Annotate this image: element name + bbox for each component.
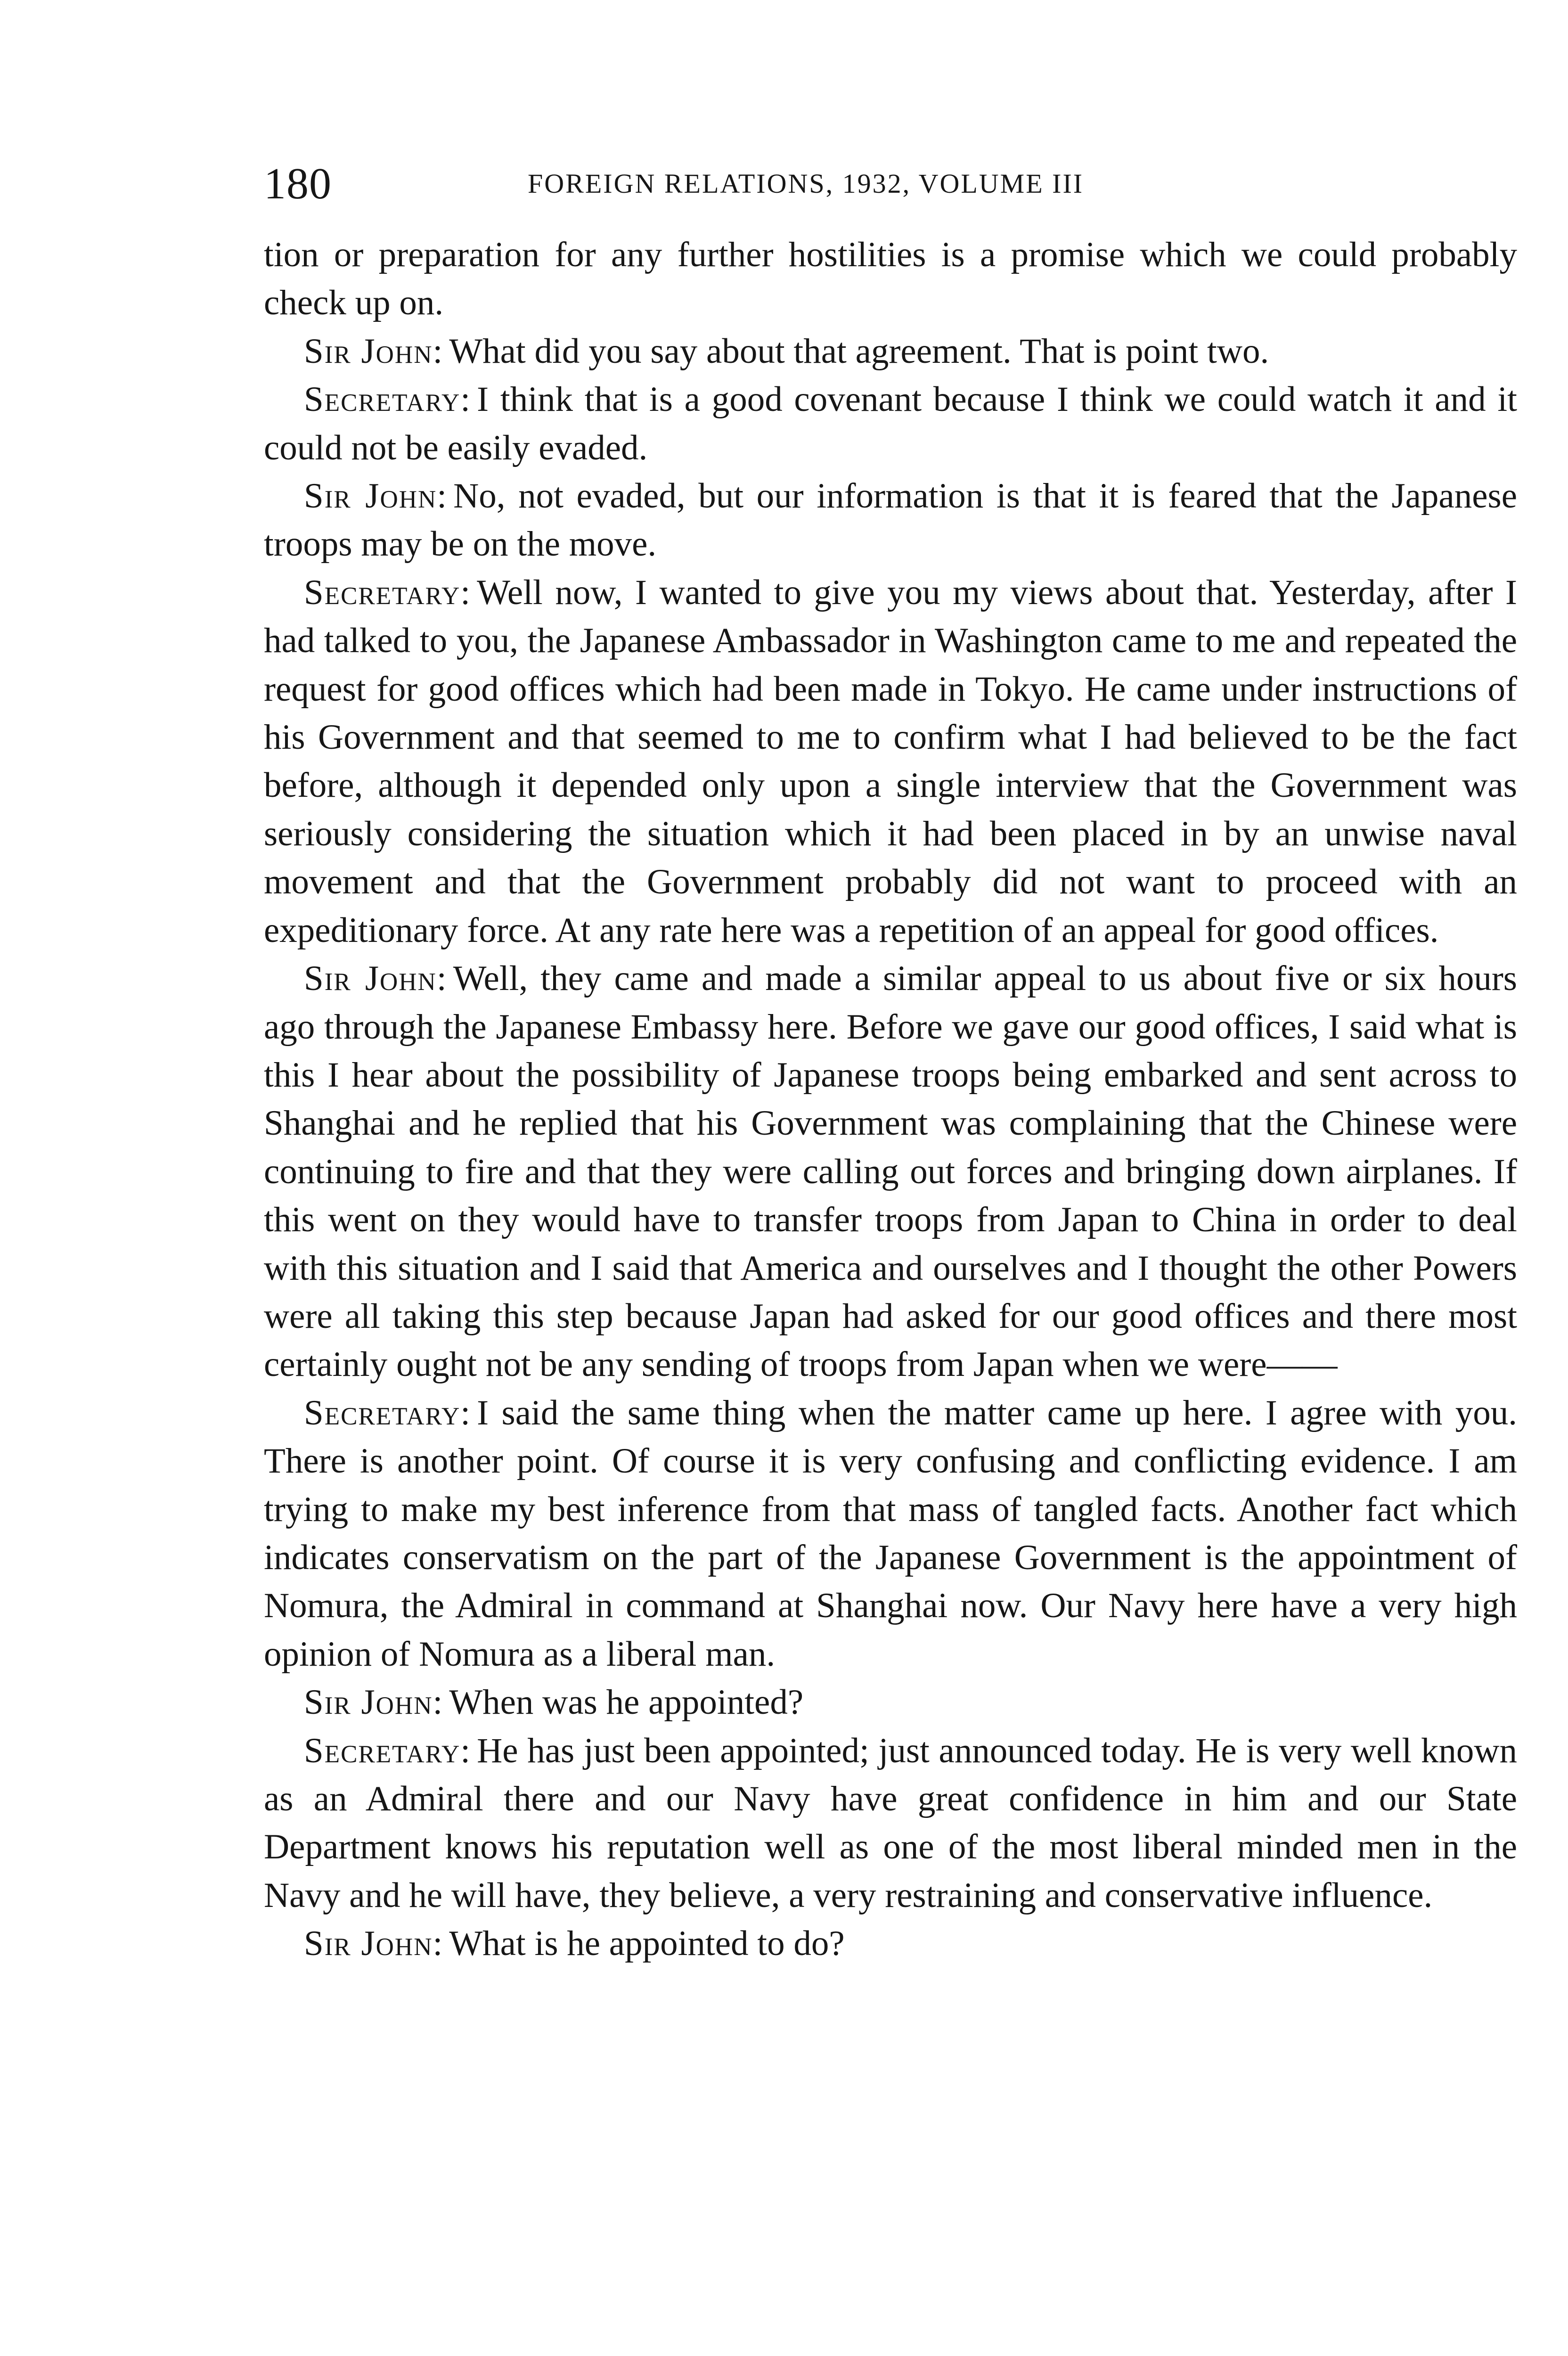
paragraph-text: Well now, I wanted to give you my views about that. Yesterday, after I had talked to you, the Japanese Ambassador in Washington came to me and repeated the request for good offices which had been made in Tokyo. He came under instructions of his Government and that seemed to me to confirm what I had believed to be the fact before, although it depended only upon a single interview that the Government was seriously considering the situation which it had been placed in by an unwise naval movement and that the Government probably did not want to proceed with an expeditionary force. At any rate here was a repetition of an appeal for good offices.	[264, 573, 1517, 950]
speaker-colon: :	[433, 1924, 443, 1963]
speaker-colon: :	[460, 1393, 471, 1432]
speaker-colon: :	[433, 1683, 443, 1722]
page-number: 180	[264, 159, 332, 208]
paragraph	[264, 955, 1517, 1389]
speaker-colon: :	[436, 959, 447, 998]
paragraph	[264, 327, 1517, 376]
speaker-name: Sir John	[304, 331, 433, 371]
paragraph-text: He has just been appointed; just announced today. He is very well known as an Admiral there and our Navy have great confidence in him and our State Department knows his reputation well as one of the most liberal minded men in the Navy and he will have, they believe, a very restraining and conservative influence.	[264, 1731, 1517, 1915]
transcript-body	[264, 231, 1517, 1968]
speaker-name: Secretary	[304, 1393, 461, 1432]
speaker-colon: :	[460, 1731, 471, 1770]
paragraph-text: tion or preparation for any further hostilities is a promise which we could probably check up on.	[264, 235, 1517, 323]
speaker-colon: :	[460, 573, 471, 612]
speaker-name: Secretary	[304, 1731, 461, 1770]
speaker-name: Secretary	[304, 380, 461, 419]
paragraph-text: When was he appointed?	[449, 1683, 804, 1722]
page-header	[264, 151, 1517, 217]
paragraph	[264, 1920, 1517, 1968]
paragraph-text: I said the same thing when the matter came up here. I agree with you. There is another point. Of course it is very confusing and conflicting evidence. I am trying to make my best inference from that mass of tangled facts. Another fact which indicates conservatism on the part of the Japanese Government is the appointment of Nomura, the Admiral in command at Shanghai now. Our Navy here have a very high opinion of Nomura as a liberal man.	[264, 1393, 1517, 1674]
running-head: FOREIGN RELATIONS, 1932, VOLUME III	[528, 168, 1084, 199]
speaker-name: Sir John	[304, 1924, 433, 1963]
paragraph-text: What is he appointed to do?	[449, 1924, 845, 1963]
paragraph-text: What did you say about that agreement. That is point two.	[449, 331, 1269, 371]
paragraph	[264, 1678, 1517, 1726]
paragraph	[264, 1389, 1517, 1678]
paragraph	[264, 376, 1517, 472]
speaker-name: Sir John	[304, 1683, 433, 1722]
paragraph-text: I think that is a good covenant because I think we could watch it and it could not be easily evaded.	[264, 380, 1517, 467]
paragraph	[264, 569, 1517, 955]
paragraph-text: Well, they came and made a similar appeal to us about five or six hours ago through the Japanese Embassy here. Before we gave our good offices, I said what is this I hear about the possibility of Japanese troops being embarked and sent across to Shanghai and he replied that his Government was complaining that the Chinese were continuing to fire and that they were calling out forces and bringing down airplanes. If this went on they would have to transfer troops from Japan to China in order to deal with this situation and I said that America and ourselves and I thought the other Powers were all taking this step because Japan had asked for our good offices and there most certainly ought not be any sending of troops from Japan when we were——	[264, 959, 1517, 1384]
speaker-colon: :	[433, 331, 443, 371]
speaker-name: Secretary	[304, 573, 461, 612]
paragraph	[264, 472, 1517, 569]
paragraph	[264, 1727, 1517, 1920]
speaker-name: Sir John	[304, 959, 437, 998]
speaker-name: Sir John	[304, 476, 437, 516]
speaker-colon: :	[437, 476, 447, 516]
paragraph-text: No, not evaded, but our information is that it is feared that the Japanese troops may be on the move.	[264, 476, 1517, 564]
speaker-colon: :	[460, 380, 471, 419]
paragraph	[264, 231, 1517, 327]
